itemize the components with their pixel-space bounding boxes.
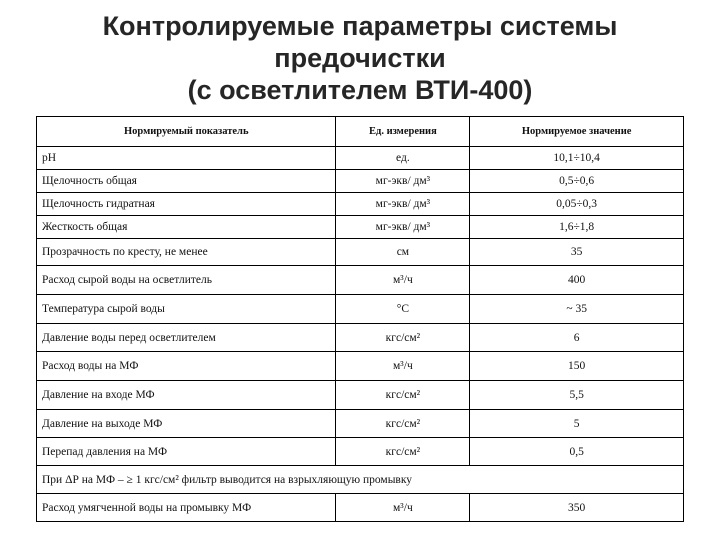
param-unit: м³/ч [336,266,470,295]
param-value: ~ 35 [470,295,684,324]
param-name: Давление на выходе МФ [37,410,336,438]
table-row [37,239,684,266]
param-name: Расход сырой воды на осветлитель [37,266,336,295]
param-unit: м³/ч [336,494,470,522]
table-row [37,147,684,170]
param-value: 150 [470,352,684,381]
table-note-row [37,466,684,494]
page-title [0,10,720,106]
table-row [37,266,684,295]
param-value: 35 [470,239,684,266]
param-name: Расход умягченной воды на промывку МФ [37,494,336,522]
param-value: 6 [470,324,684,352]
param-unit: кгс/см² [336,381,470,410]
param-name: Расход воды на МФ [37,352,336,381]
param-unit: кгс/см² [336,410,470,438]
param-name: Давление воды перед осветлителем [37,324,336,352]
table-row [37,352,684,381]
table-row [37,216,684,239]
table-row [37,193,684,216]
param-value: 400 [470,266,684,295]
header-value: Нормируемое значение [470,117,684,147]
table-row [37,381,684,410]
param-value: 0,5÷0,6 [470,170,684,193]
param-unit: мг-экв/ дм³ [336,193,470,216]
header-parameter: Нормируемый показатель [37,117,336,147]
title-line-1: Контролируемые параметры системы [102,11,618,41]
param-name: Температура сырой воды [37,295,336,324]
table-row [37,410,684,438]
table-row [37,170,684,193]
param-unit: °С [336,295,470,324]
table-row [37,324,684,352]
param-name: Щелочность общая [37,170,336,193]
title-line-2: предочистки [274,43,446,73]
param-name: Перепад давления на МФ [37,438,336,466]
table-row [37,438,684,466]
param-value: 5 [470,410,684,438]
title-line-3: (с осветлителем ВТИ-400) [187,75,533,105]
param-value: 0,05÷0,3 [470,193,684,216]
param-unit: мг-экв/ дм³ [336,170,470,193]
param-value: 350 [470,494,684,522]
parameters-table [36,116,684,522]
param-value: 10,1÷10,4 [470,147,684,170]
param-value: 1,6÷1,8 [470,216,684,239]
param-unit: ед. [336,147,470,170]
param-unit: кгс/см² [336,324,470,352]
table-row [37,494,684,522]
param-value: 5,5 [470,381,684,410]
param-unit: кгс/см² [336,438,470,466]
param-unit: см [336,239,470,266]
param-value: 0,5 [470,438,684,466]
param-name: Жесткость общая [37,216,336,239]
table-header-row [37,117,684,147]
flush-note: При ΔР на МФ – ≥ 1 кгс/см² фильтр выводится на взрыхляющую промывку [37,466,684,494]
param-name: Прозрачность по кресту, не менее [37,239,336,266]
param-unit: мг-экв/ дм³ [336,216,470,239]
table-row [37,295,684,324]
param-unit: м³/ч [336,352,470,381]
header-unit: Ед. измерения [336,117,470,147]
param-name: Давление на входе МФ [37,381,336,410]
param-name: рН [37,147,336,170]
param-name: Щелочность гидратная [37,193,336,216]
table-body [37,147,684,522]
